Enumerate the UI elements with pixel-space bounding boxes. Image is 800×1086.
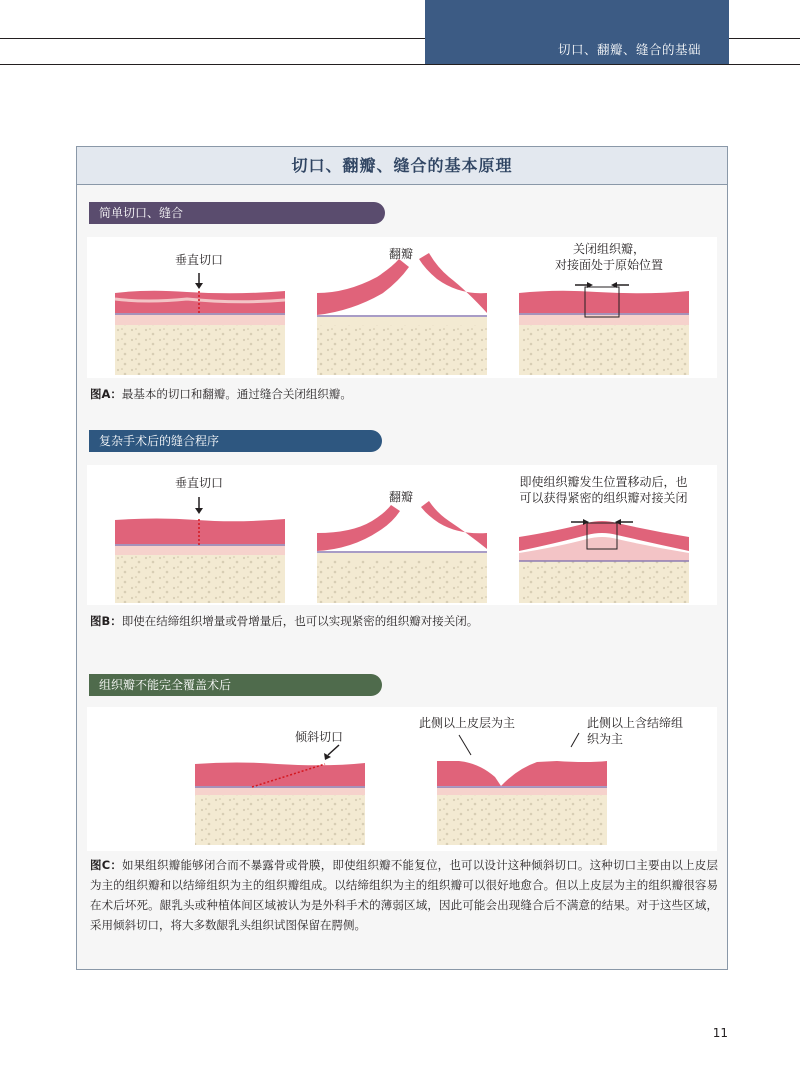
figure-a-caption <box>90 384 715 404</box>
b3-closed <box>519 519 689 603</box>
figure-c-tag: 图C： <box>90 858 123 872</box>
figure-b-panel <box>87 465 717 605</box>
page-number: 11 <box>712 1026 728 1040</box>
section-b-heading: 复杂手术后的缝合程序 <box>89 430 382 452</box>
a-label-close-1: 关闭组织瓣， <box>572 242 645 256</box>
c2-tissue <box>437 733 607 845</box>
c-label-ct-side-1: 此侧以上含结缔组 <box>587 716 684 730</box>
header-rule-bottom <box>0 64 800 65</box>
c1-tissue <box>195 745 365 845</box>
box-title-bar <box>77 147 727 185</box>
a1-tissue <box>115 273 285 375</box>
c-label-epi-side: 此侧以上皮层为主 <box>419 716 516 730</box>
figure-a-caption-text: 最基本的切口和翻瓣。通过缝合关闭组织瓣。 <box>121 387 352 401</box>
b2-flap <box>317 501 487 603</box>
a-label-close-2: 对接面处于原始位置 <box>554 258 663 272</box>
b1-tissue <box>115 497 285 603</box>
figure-c-caption <box>90 855 718 935</box>
box-title: 切口、翻瓣、缝合的基本原理 <box>291 156 513 175</box>
figure-c-caption-text: 如果组织瓣能够闭合而不暴露骨或骨膜，即使组织瓣不能复位，也可以设计这种倾斜切口。这种切口主要由以上皮层为主的组织瓣和以结缔组织为主的组织瓣组成。以结缔组织为主的组织瓣可以很好地愈合。但以上皮层为主的组织瓣很容易在术后坏死。龈乳头或种植体间区域被认为是外科手术的薄弱区域，因此可能会出现缝合后不满意的结果。对于这些区域，采用倾斜切口，将大多数龈乳头组织试图保留在腭侧。 <box>90 858 718 932</box>
figure-a-panel <box>87 237 717 378</box>
header-section-title: 切口、翻瓣、缝合的基础 <box>557 42 701 57</box>
b-label-close-1: 即使组织瓣发生位置移动后，也 <box>519 475 688 489</box>
c-label-incision: 倾斜切口 <box>295 730 344 744</box>
a-label-incision: 垂直切口 <box>175 253 224 267</box>
b-label-close-2: 可以获得紧密的组织瓣对接关闭 <box>519 491 688 505</box>
figure-b-caption <box>90 611 715 631</box>
section-c-heading: 组织瓣不能完全覆盖术后 <box>89 674 382 696</box>
a3-closed <box>519 282 689 375</box>
section-a-heading: 简单切口、缝合 <box>89 202 385 224</box>
a-label-flap: 翻瓣 <box>389 247 414 261</box>
a2-flap <box>317 253 487 375</box>
figure-c-panel <box>87 707 717 851</box>
b-label-incision: 垂直切口 <box>175 476 224 490</box>
b-label-flap: 翻瓣 <box>389 490 414 504</box>
header-section-tab <box>425 0 729 64</box>
figure-a-tag: 图A： <box>90 387 122 401</box>
figure-b-tag: 图B： <box>90 614 122 628</box>
figure-b-caption-text: 即使在结缔组织增量或骨增量后，也可以实现紧密的组织瓣对接关闭。 <box>121 614 479 628</box>
c-label-ct-side-2: 织为主 <box>587 732 624 746</box>
principles-box <box>76 146 728 970</box>
